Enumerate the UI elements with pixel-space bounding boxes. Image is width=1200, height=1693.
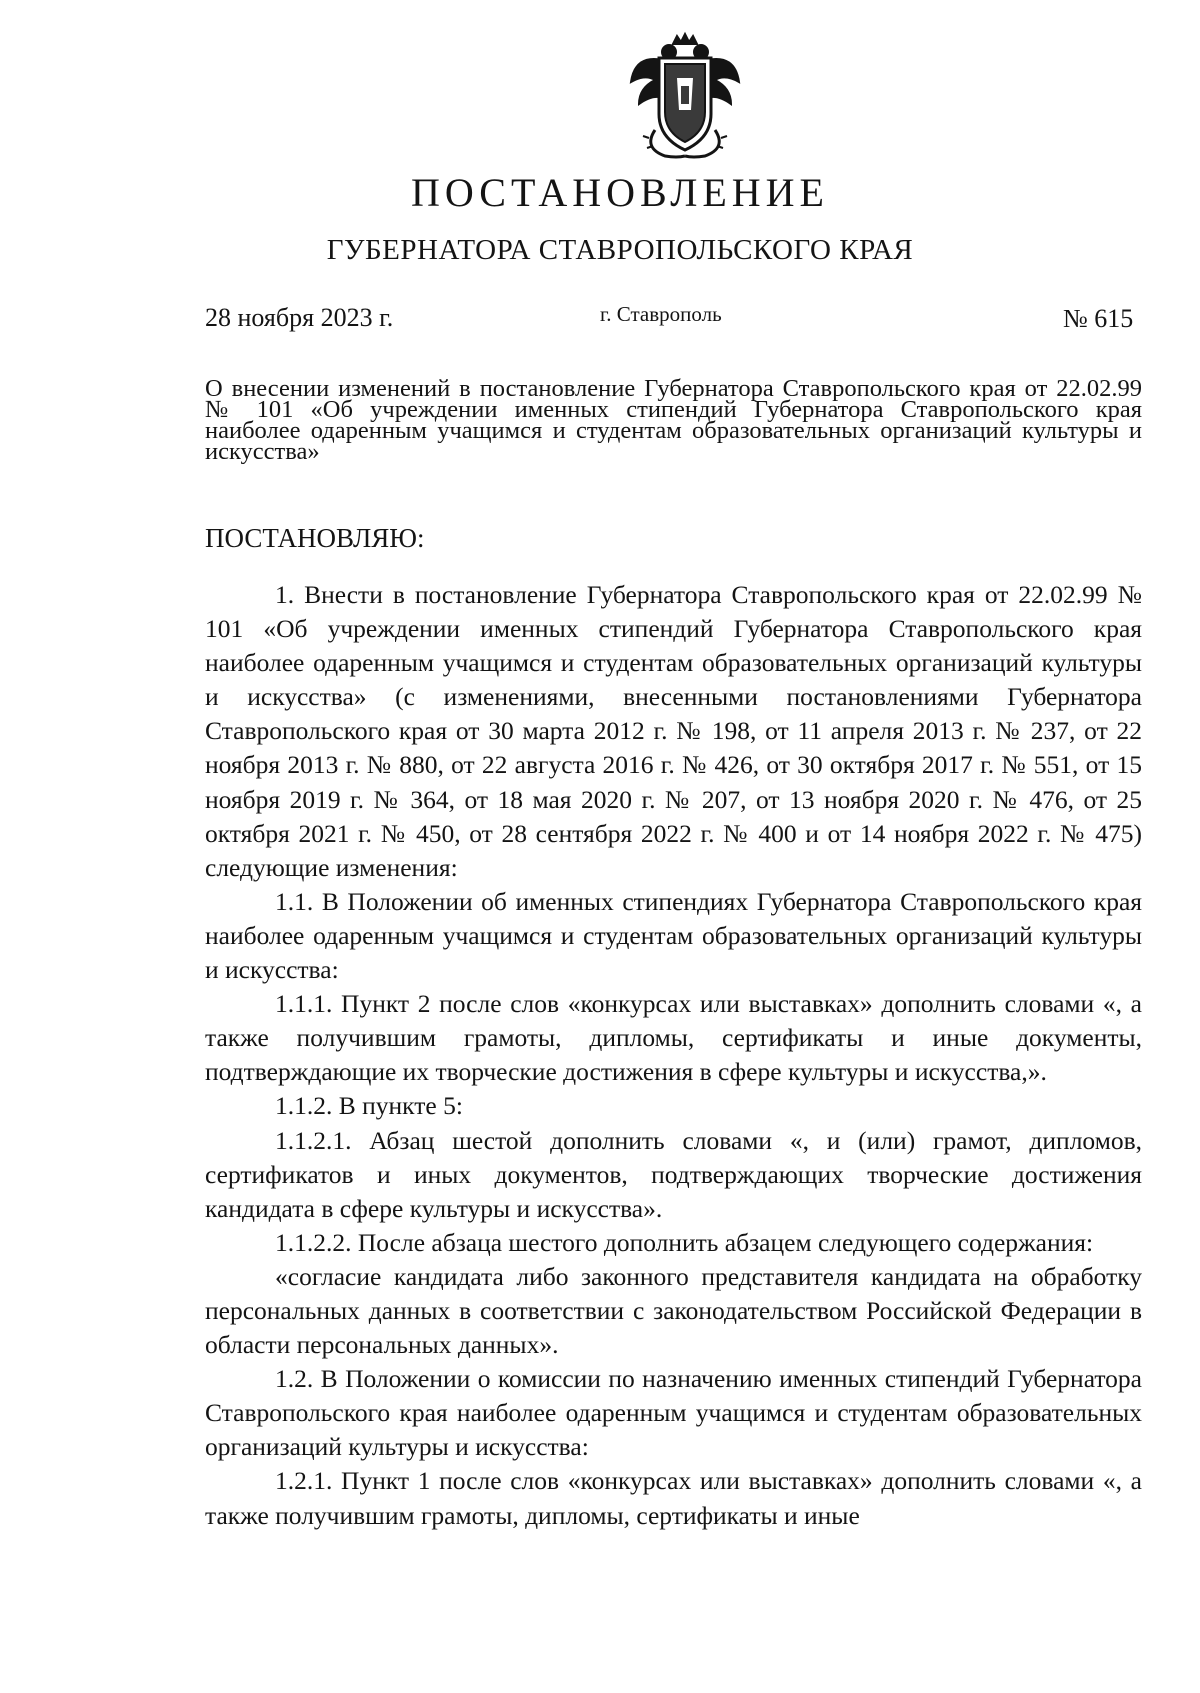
paragraph: 1.2. В Положении о комиссии по назначению именных стипендий Губернатора Ставропольского края наиболее одаренным учащимся и студентам образовательных организаций культуры и искусства: xyxy=(205,1364,1142,1462)
document-body xyxy=(205,578,1142,1533)
document-heading: О внесении изменений в постановление Губернатора Ставропольского края от 22.02.99 № 101 «Об учреждении именных стипендий Губернатора Ставропольского края наиболее одаренным учащимся и студентам образовательных организаций культуры и искусства» xyxy=(205,375,1142,465)
coat-of-arms-icon xyxy=(625,30,745,162)
paragraph: 1.1. В Положении об именных стипендиях Губернатора Ставропольского края наиболее одаренным учащимся и студентам образовательных организаций культуры и искусства: xyxy=(205,886,1142,985)
document-title: ПОСТАНОВЛЕНИЕ xyxy=(411,170,829,215)
issuer-subtitle: ГУБЕРНАТОРА СТАВРОПОЛЬСКОГО КРАЯ xyxy=(326,234,914,266)
document-number: № 615 xyxy=(1063,304,1134,333)
paragraph: 1.1.2. В пункте 5: xyxy=(275,1091,463,1121)
decree-word: ПОСТАНОВЛЯЮ: xyxy=(205,523,425,553)
document-date: 28 ноября 2023 г. xyxy=(205,303,394,332)
paragraph: 1.1.2.1. Абзац шестой дополнить словами «, и (или) грамот, дипломов, сертификатов и иных документов, подтверждающих творческие достижения кандидата в сфере культуры и искусства». xyxy=(205,1125,1142,1223)
document-city: г. Ставрополь xyxy=(600,302,722,326)
paragraph: «согласие кандидата либо законного представителя кандидата на обработку персональных данных в соответствии с законодательством Российской Федерации в области персональных данных». xyxy=(205,1261,1142,1360)
paragraph: 1.1.1. Пункт 2 после слов «конкурсах или выставках» дополнить словами «, а также получившим грамоты, дипломы, сертификаты и иные документы, подтверждающие их творческие достижения в сфере культуры и искусства,». xyxy=(205,989,1142,1087)
paragraph: 1.1.2.2. После абзаца шестого дополнить абзацем следующего содержания: xyxy=(275,1227,1094,1257)
paragraph: 1.2.1. Пункт 1 после слов «конкурсах или выставках» дополнить словами «, а также получившим грамоты, дипломы, сертификаты и иные xyxy=(205,1466,1142,1530)
paragraph: 1. Внести в постановление Губернатора Ставропольского края от 22.02.99 № 101 «Об учреждении именных стипендий Губернатора Ставропольского края наиболее одаренным учащимся и студентам образовательных организаций культуры и искусства» (с изменениями, внесенными постановлениями Губернатора Ставропольского края от 30 марта 2012 г. № 198, от 11 апреля 2013 г. № 237, от 22 ноября 2013 г. № 880, от 22 августа 2016 г. № 426, от 30 октября 2017 г. № 551, от 15 ноября 2019 г. № 364, от 18 мая 2020 г. № 207, от 13 ноября 2020 г. № 476, от 25 октября 2021 г. № 450, от 28 сентября 2022 г. № 400 и от 14 ноября 2022 г. № 475) следующие изменения: xyxy=(205,580,1142,882)
